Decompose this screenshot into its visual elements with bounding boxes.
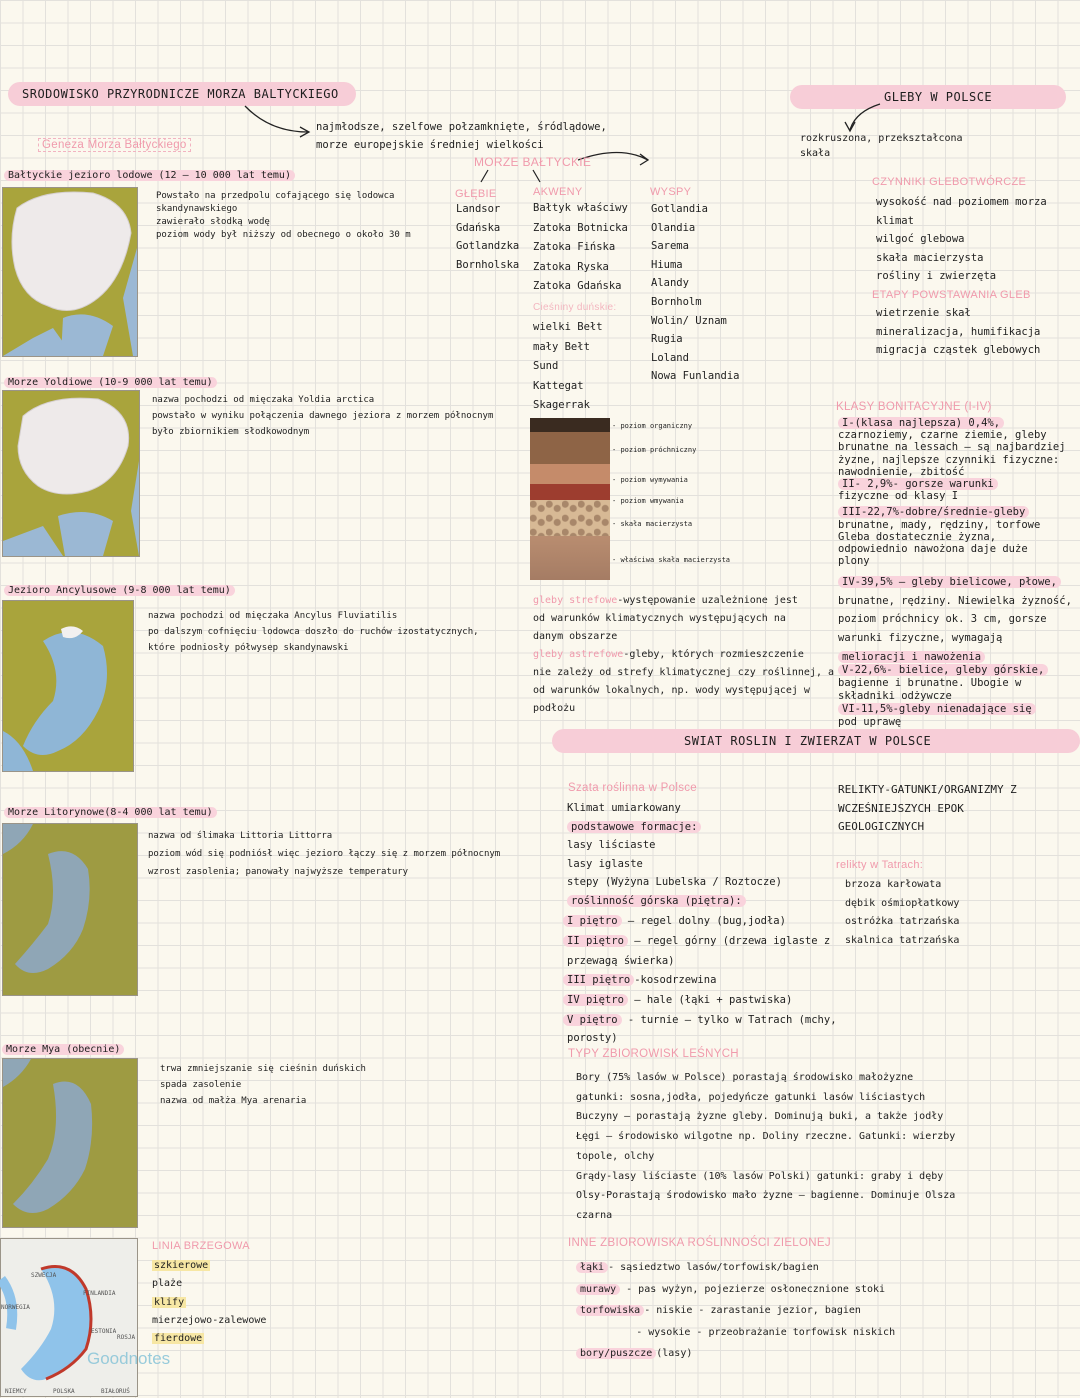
- soil-zonal-text: gleby strefowe-występowanie uzależnione jest od warunków klimatycznych występujących na danym obszarze gleby astrefowe-gleby, których rozmieszczenie nie zależy od strefy klimatycznej czy roślinnej, a od warunków lokalnych, np. wody występującej w podłożu: [533, 595, 835, 714]
- stage2-text: nazwa pochodzi od mięczaka Yoldia arctica powstało w wyniku połączenia dawnego jeziora z morzem północnym było zbiornikiem słodkowodnym: [152, 395, 494, 437]
- map-yoldia-sea: [2, 390, 140, 557]
- stage4-title: Morze Litorynowe(8-4 000 lat temu): [4, 806, 217, 819]
- banner-baltic: SRODOWISKO PRZYRODNICZE MORZA BALTYCKIEGO: [8, 82, 356, 106]
- soil-profile-image: [530, 418, 610, 580]
- factors-title: CZYNNIKI GLEBOTWÓRCZE: [872, 176, 1027, 188]
- map-label-norwegia: NORWEGIA: [1, 1304, 30, 1311]
- wyspy-list: Gotlandia Olandia Sarema Hiuma Alandy Bornholm Wolin/ Uznam Rugia Loland Nowa Funlandia: [651, 203, 740, 383]
- ciesniny-title: Cieśniny duńskie:: [533, 302, 617, 313]
- map-ice-lake: [2, 187, 138, 357]
- map-ancylus-lake: [2, 600, 134, 772]
- arrow-note: najmłodsze, szelfowe połzamknięte, śródlądowe, morze europejskie średniej wielkości: [316, 121, 607, 151]
- stage1-title: Bałtyckie jezioro lodowe (12 – 10 000 lat temu): [4, 169, 295, 182]
- forest-list: Bory (75% lasów w Polsce) porastają środowisko małożyzne gatunki: sosna,jodła, pojedyńcze gatunki lasów liściastych Buczyny – porastają żyzne gleby. Dominują buki, a także jodły Łęgi – środowisko wilgotne np. Doliny rzeczne. Gatunki: wierzby topole, olchy Grądy-lasy liściaste (10% lasów Polski) gatunki: graby i dęby Olsy-Porastają środowisko mało żyzne – bagienne. Dominuje Olsza czarna: [576, 1072, 956, 1221]
- map-label-estonia: ESTONIA: [91, 1328, 117, 1335]
- map-coastline: [0, 1238, 171, 1397]
- stages-title: ETAPY POWSTAWANIA GLEB: [872, 289, 1031, 301]
- classes-text: I-(klasa najlepsza) 0,4%, czarnoziemy, czarne ziemie, gleby brunatne na lessach – są najbardziej żyzne, najlepsze czynniki fizyczne: nawodnienie, zbitość II- 2,9%- gorsze warunki fizyczne od klasy I III-22,7%-dobre/średnie-gleby brunatne, mady, rędziny, torfowe Gleba dostatecznie żyzna, odpowiednio nawożona daje duże plony IV-39,5% – gleby bielicowe, płowe, brunatne, rędziny. Niewielka żyzność, poziom próchnicy ok. 3 cm, gorsze warunki fizyczne, wymagają melioracji i nawożenia V-22,6%- bielice, gleby górskie, bagienne i brunatne. Ubogie w składniki odżywcze VI-11,5%-gleby nienadające się pod uprawę: [838, 417, 1072, 729]
- akweny-list: Bałtyk właściwy Zatoka Botnicka Zatoka Fińska Zatoka Ryska Zatoka Gdańska: [533, 202, 628, 292]
- map-label-rosja: ROSJA: [117, 1334, 136, 1341]
- factors-list: wysokość nad poziomem morza klimat wilgoć glebowa skała macierzysta rośliny i zwierzęta: [876, 196, 1047, 282]
- coastline-title: LINIA BRZEGOWA: [152, 1240, 250, 1252]
- pietra-list: I piętro – regel dolny (bug,jodła) II piętro – regel górny (drzewa iglaste z przewagą świerka) III piętro -kosodrzewina IV piętro – hale (łąki + pastwiska) V piętro - turnie – tylko w Tatrach (mchy, porosty): [563, 912, 837, 1045]
- stage3-text: nazwa pochodzi od mięczaka Ancylus Fluviatilis po dalszym cofnięciu lodowca doszło do ruchów izostatycznych, które podniosły półwysep skandynawski: [148, 611, 479, 653]
- stage5-title: Morze Mya (obecnie): [2, 1043, 124, 1056]
- map-label-niemcy: NIEMCY: [5, 1388, 27, 1395]
- soils-arrow-note: rozkruszona, przekształcona skała: [800, 133, 963, 159]
- map-mya-sea: [2, 1058, 138, 1228]
- stage3-title: Jezioro Ancylusowe (9-8 000 lat temu): [4, 584, 235, 597]
- stage4-text: nazwa od ślimaka Littoria Littorra poziom wód się podniósł więc jezioro łączy się z morzem północnym wzrost zasolenia; panowały najwyższe temperatury: [148, 831, 501, 877]
- glebie-list: Landsor Gdańska Gotlandzka Bornholska: [456, 203, 520, 271]
- other-list: łąki - sąsiedztwo lasów/torfowisk/bagien murawy - pas wyżyn, pojezierze osłonecznione stoki torfowiska - niskie - zarastanie jezior, bagien - wysokie - przeobrażanie torfowisk niskich bory/puszcze (lasy): [576, 1262, 896, 1359]
- ciesniny-list: wielki Bełt mały Bełt Sund Kattegat Skagerrak: [533, 321, 603, 411]
- stage2-title: Morze Yoldiowe (10-9 000 lat temu): [4, 376, 217, 389]
- stage1-text: Powstało na przedpolu cofającego się lodowca skandynawskiego zawierało słodką wodę poziom wody był niższy od obecnego o około 30 m: [156, 191, 411, 240]
- genesis-title: Geneza Morza Bałtyckiego: [38, 138, 191, 152]
- stage5-text: trwa zmniejszanie się cieśnin duńskich spada zasolenie nazwa od małża Mya arenaria: [160, 1064, 366, 1106]
- map-label-szwecja: SZWECJA: [31, 1272, 57, 1279]
- classes-title: KLASY BONITACYJNE (I-IV): [836, 401, 992, 413]
- coastline-list: szkierowe plaże klify mierzejowo-zalewowe fierdowe: [152, 1260, 267, 1345]
- relikty-title: relikty w Tatrach:: [836, 859, 924, 871]
- banner-plants: SWIAT ROSLIN I ZWIERZAT W POLSCE: [552, 729, 1080, 753]
- szata-list: Klimat umiarkowany podstawowe formacje: lasy liściaste lasy iglaste stepy (Wyżyna Lubelska / Roztocze) roślinność górska (piętra):: [567, 802, 782, 907]
- map-label-finlandia: FINLANDIA: [83, 1290, 116, 1297]
- map-littorina-sea: [2, 823, 138, 996]
- morze-title: MORZE BAŁTYCKIE: [474, 155, 592, 169]
- map-label-polska: POLSKA: [53, 1388, 75, 1395]
- wyspy-title: WYSPY: [650, 186, 692, 198]
- map-label-bialorus: BIAŁORUŚ: [101, 1388, 130, 1395]
- forest-title: TYPY ZBIOROWISK LEŚNYCH: [568, 1048, 739, 1060]
- goodnotes-watermark: Goodnotes: [87, 1349, 171, 1368]
- relikty-definition: RELIKTY-GATUNKI/ORGANIZMY Z WCZEŚNIEJSZYCH EPOK GEOLOGICZNYCH: [838, 783, 1017, 833]
- relikty-list: brzoza karłowata dębik ośmiopłatkowy ostróżka tatrzańska skalnica tatrzańska: [845, 879, 960, 946]
- glebie-title: GŁĘBIE: [455, 188, 497, 200]
- other-title: INNE ZBIOROWISKA ROŚLINNOŚCI ZIELONEJ: [568, 1237, 831, 1249]
- stages-list: wietrzenie skał mineralizacja, humifikacja migracja cząstek glebowych: [876, 307, 1041, 356]
- szata-title: Szata roślinna w Polsce: [568, 782, 697, 794]
- banner-soils: GLEBY W POLSCE: [790, 85, 1066, 109]
- akweny-title: AKWENY: [533, 186, 583, 198]
